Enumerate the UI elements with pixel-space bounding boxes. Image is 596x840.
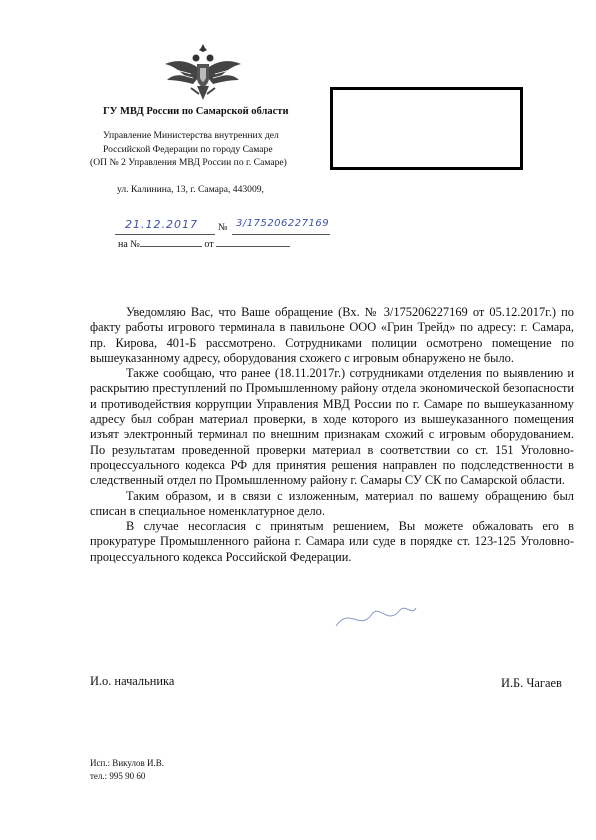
handwritten-date: 21.12.2017	[125, 218, 198, 231]
registration-number-field	[232, 218, 330, 235]
reference-from-label: от	[204, 239, 214, 250]
letter-body	[90, 305, 574, 565]
reference-date-blank	[216, 237, 290, 247]
registration-number-label: №	[218, 222, 228, 233]
signatory-title: И.о. начальника	[90, 674, 175, 688]
body-paragraph-4: В случае несогласия с принятым решением, Вы можете обжаловать его в прокуратуре Промышленного района г. Самара или суде в порядке ст. 123-125 Уголовно-процессуального кодекса Российской Федерации.	[90, 519, 574, 564]
body-paragraph-3: Таким образом, и в связи с изложенным, материал по вашему обращению был списан в специальное номенклатурное дело.	[90, 488, 574, 518]
handwritten-number: 3/175206227169	[236, 218, 330, 229]
executor-phone: тел.: 995 90 60	[90, 771, 146, 781]
body-paragraph-2: Также сообщаю, что ранее (18.11.2017г.) сотрудниками отделения по выявлению и раскрытию преступлений по Промышленному району отдела экономической безопасности и противодействия коррупции Управления МВД России по г. Самаре по вышеуказанному адресу был собран материал проверки, в ходе которого из вышеуказанного помещения изъят электронный терминал по внешним признакам схожий с игровым оборудованием. По результатам проведенной проверки материал в соответствии со ст. 151 Уголовно-процессуального кодекса РФ для принятия решения направлен по подследственности в следственный отдел по Промышленному району г. Самары СУ СК по Самарской области.	[90, 366, 574, 488]
redacted-addressee-box	[330, 87, 523, 170]
reference-label: на №	[118, 239, 140, 250]
organization-line-1: Управление Министерства внутренних дел	[103, 130, 279, 141]
organization-line-2: Российской Федерации по городу Самаре	[103, 144, 273, 155]
organization-address: ул. Калинина, 13, г. Самара, 443009,	[117, 184, 264, 195]
signature-scribble-icon	[330, 596, 420, 636]
executor-info	[90, 757, 164, 783]
organization-line-3: (ОП № 2 Управления МВД России по г. Самаре)	[90, 157, 287, 168]
double-headed-eagle-emblem-icon	[163, 44, 243, 102]
registration-date-field	[115, 218, 215, 235]
body-paragraph-1: Уведомляю Вас, что Ваше обращение (Вх. № 3/175206227169 от 05.12.2017г.) по факту работы игрового терминала в павильоне ООО «Грин Трейд» по адресу: г. Самара, пр. Кирова, 401-Б рассмотрено. Сотрудниками полиции осмотрено помещение по вышеуказанному адресу, оборудования схожего с игровым обнаружено не было.	[90, 305, 574, 365]
signatory-name: И.Б. Чагаев	[501, 676, 562, 690]
reference-number-blank	[140, 237, 202, 247]
reference-line	[118, 237, 290, 250]
organization-title: ГУ МВД России по Самарской области	[103, 106, 289, 117]
executor-name: Исп.: Викулов И.В.	[90, 758, 164, 768]
